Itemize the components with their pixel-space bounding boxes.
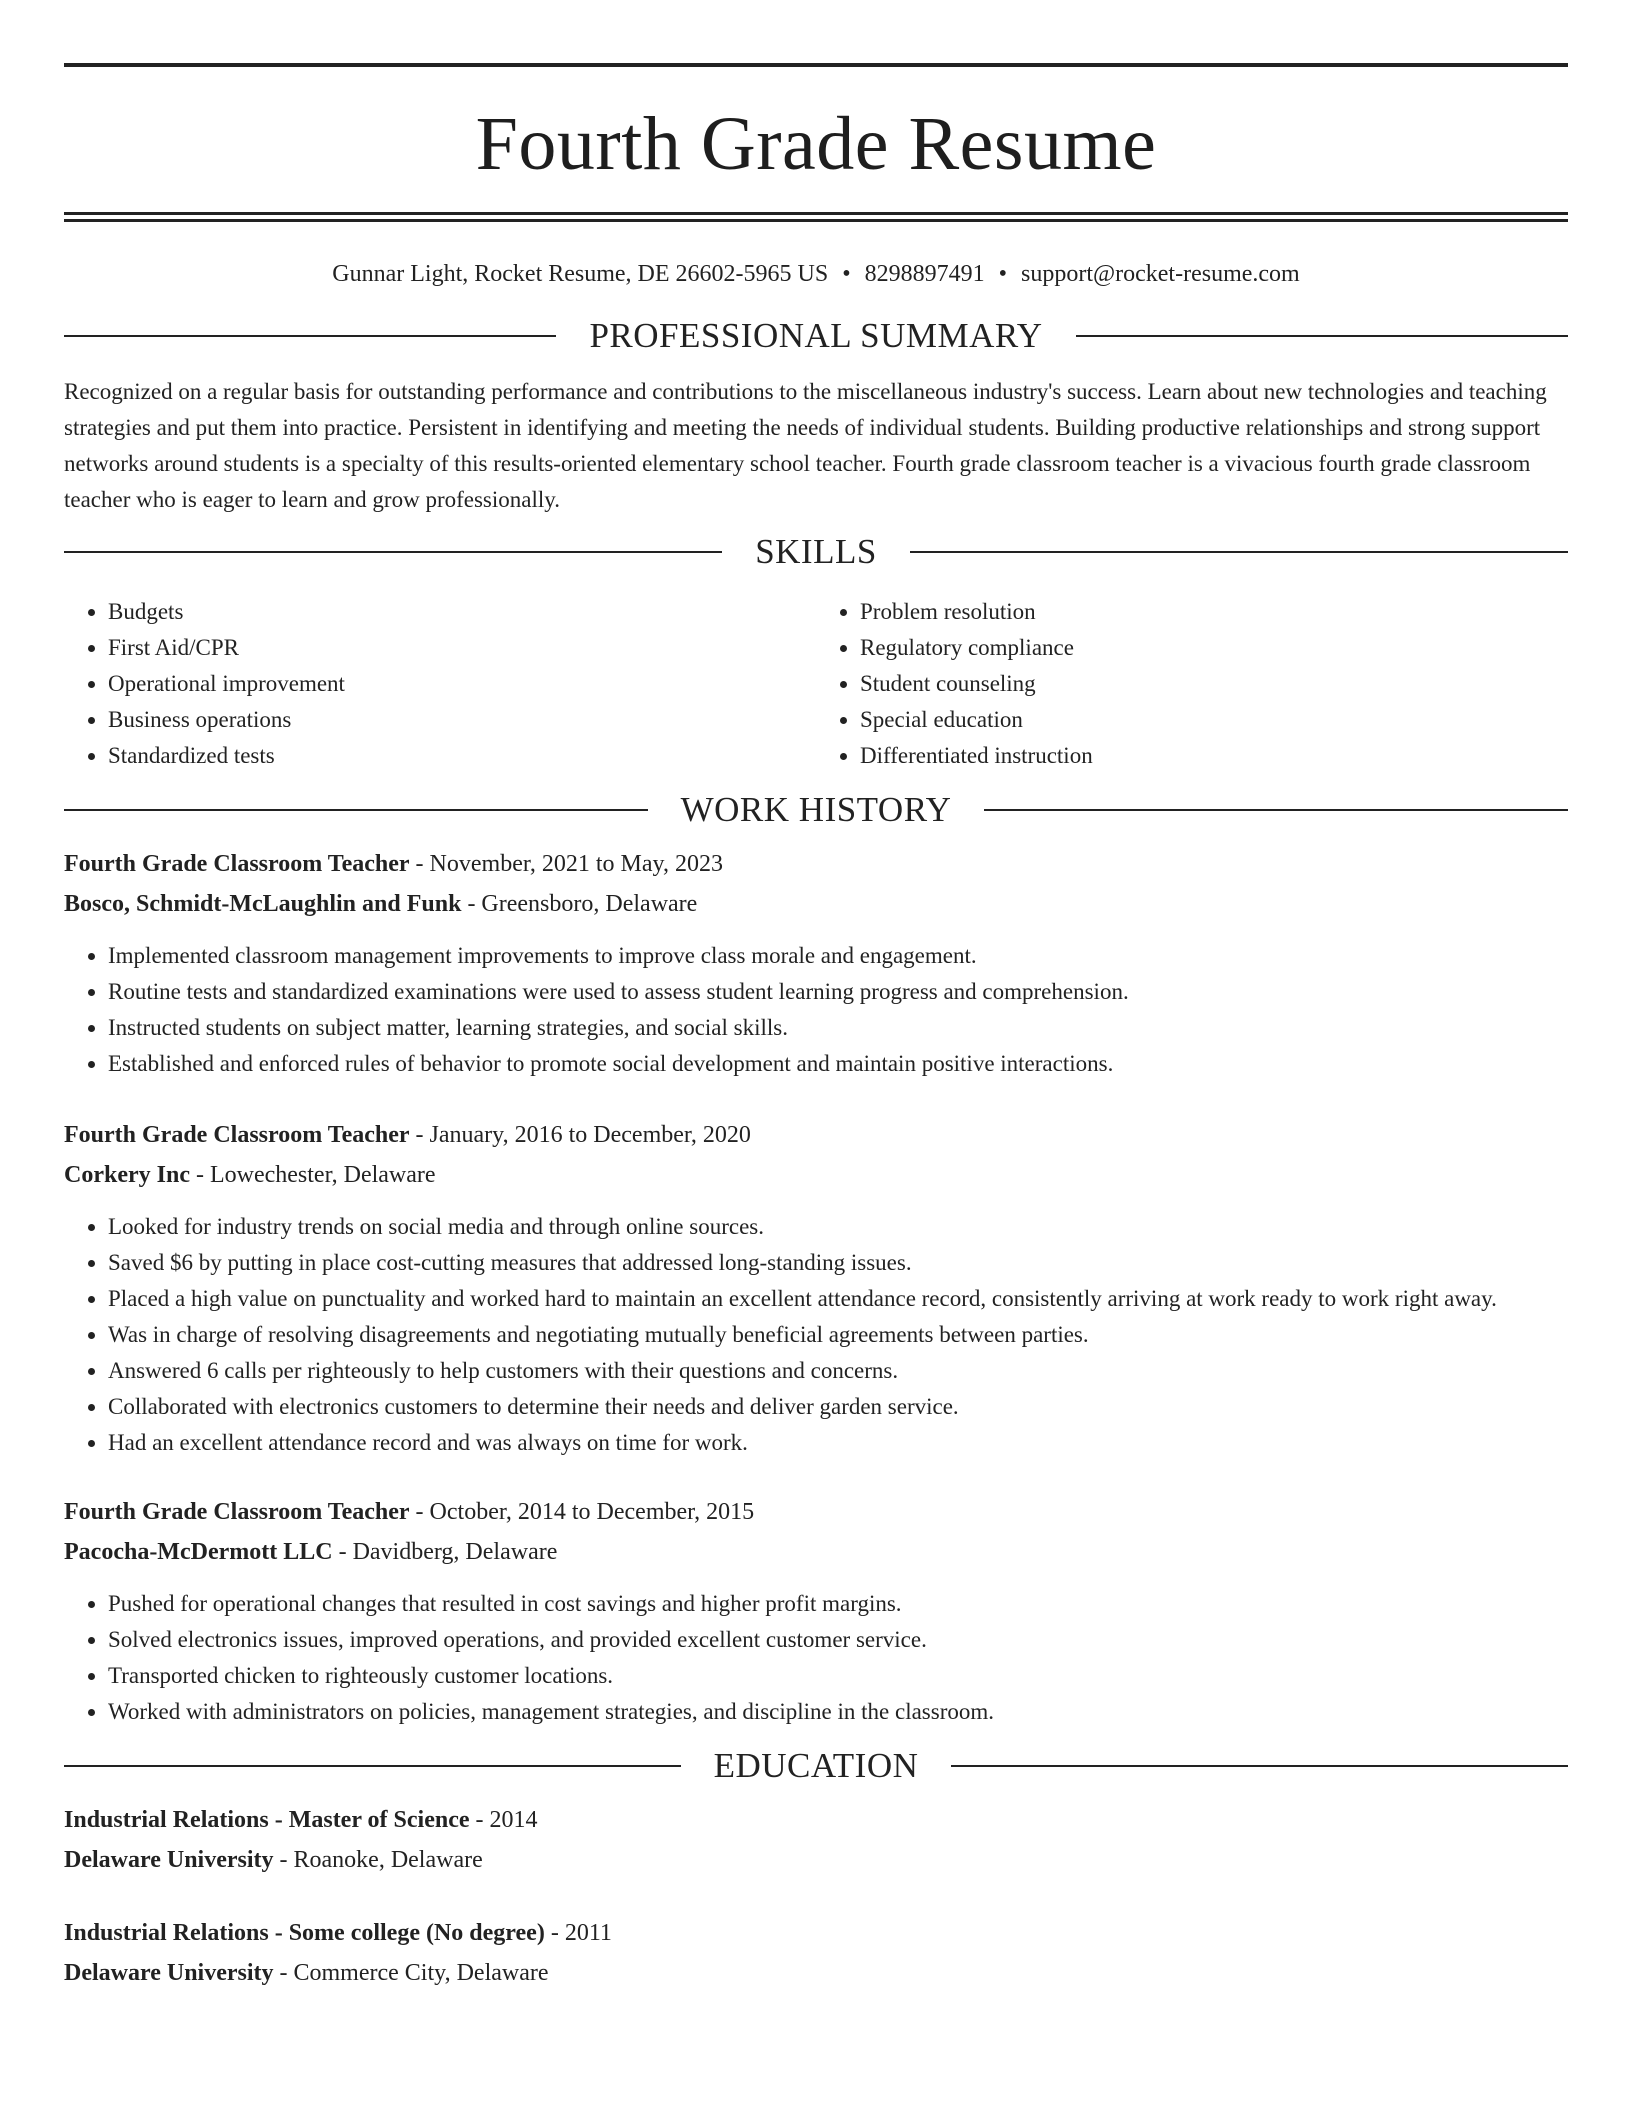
job-bullet: • Established and enforced rules of behavior to promote social development and maintain positive interactions. xyxy=(108,1046,1568,1082)
education-entry xyxy=(64,1800,1568,1880)
skill-item: • Problem resolution xyxy=(860,594,1568,630)
education-school: Delaware University xyxy=(64,1960,274,1986)
job-bullet: • Solved electronics issues, improved operations, and provided excellent customer service. xyxy=(108,1622,1568,1658)
job-bullet: • Collaborated with electronics customers to determine their needs and deliver garden service. xyxy=(108,1389,1568,1425)
skill-item: • Budgets xyxy=(108,594,816,630)
job-company-line xyxy=(64,884,1568,924)
contact-email: support@rocket-resume.com xyxy=(1021,261,1300,287)
title-double-rule xyxy=(64,212,1568,222)
job-bullet: • Was in charge of resolving disagreements and negotiating mutually beneficial agreements between parties. xyxy=(108,1317,1568,1353)
section-divider-line xyxy=(910,551,1568,553)
job-bullet: • Placed a high value on punctuality and worked hard to maintain an excellent attendance record, consistently arriving at work ready to work right away. xyxy=(108,1281,1568,1317)
job-title-line xyxy=(64,844,1568,884)
job-title: Fourth Grade Classroom Teacher xyxy=(64,1499,410,1525)
job-bullets xyxy=(64,1209,1568,1461)
skill-item: • Special education xyxy=(860,702,1568,738)
contact-separator: • xyxy=(842,261,851,287)
job-company: Corkery Inc xyxy=(64,1162,190,1188)
contact-address: Gunnar Light, Rocket Resume, DE 26602-5965 US xyxy=(332,261,829,287)
contact-phone: 8298897491 xyxy=(864,261,985,287)
job-bullet: • Implemented classroom management improvements to improve class morale and engagement. xyxy=(108,938,1568,974)
education-entry xyxy=(64,1913,1568,1993)
job-title-line xyxy=(64,1115,1568,1155)
job-company: Pacocha-McDermott LLC xyxy=(64,1539,333,1565)
education-year: - 2011 xyxy=(544,1920,612,1946)
job-bullets xyxy=(64,938,1568,1082)
section-divider-line xyxy=(984,809,1568,811)
skill-item: • Differentiated instruction xyxy=(860,738,1568,774)
job-location: - Greensboro, Delaware xyxy=(461,891,698,917)
job-bullet: • Routine tests and standardized examinations were used to assess student learning progress and comprehension. xyxy=(108,974,1568,1010)
section-title-summary: PROFESSIONAL SUMMARY xyxy=(589,316,1043,355)
top-rule xyxy=(64,63,1568,67)
skills-list-right xyxy=(816,594,1568,774)
job-company-line xyxy=(64,1155,1568,1195)
section-divider-line xyxy=(1076,335,1568,337)
education-year: - 2014 xyxy=(469,1807,538,1833)
job-bullet: • Pushed for operational changes that resulted in cost savings and higher profit margins. xyxy=(108,1586,1568,1622)
job-company: Bosco, Schmidt-McLaughlin and Funk xyxy=(64,891,462,917)
education-location: - Commerce City, Delaware xyxy=(273,1960,549,1986)
education-degree: Industrial Relations - Some college (No degree) xyxy=(64,1920,545,1946)
section-header-education xyxy=(64,1746,1568,1786)
resume-title: Fourth Grade Resume xyxy=(475,102,1157,186)
contact-separator: • xyxy=(998,261,1008,287)
section-divider-line xyxy=(64,551,722,553)
section-header-work xyxy=(64,790,1568,830)
education-location: - Roanoke, Delaware xyxy=(273,1847,483,1873)
job-location: - Lowechester, Delaware xyxy=(189,1162,436,1188)
job-bullet: • Saved $6 by putting in place cost-cutting measures that addressed long-standing issues. xyxy=(108,1245,1568,1281)
education-school: Delaware University xyxy=(64,1847,274,1873)
education-degree: Industrial Relations - Master of Science xyxy=(64,1807,470,1833)
job-entry xyxy=(64,1492,1568,1730)
skill-item: • Regulatory compliance xyxy=(860,630,1568,666)
section-divider-line xyxy=(951,1765,1568,1767)
skill-item: • Student counseling xyxy=(860,666,1568,702)
job-company-line xyxy=(64,1532,1568,1572)
job-entry xyxy=(64,844,1568,1082)
section-title-work: WORK HISTORY xyxy=(680,790,952,829)
job-dates: - October, 2014 to December, 2015 xyxy=(409,1499,755,1525)
section-divider-line xyxy=(64,1765,681,1767)
job-bullet: • Worked with administrators on policies, management strategies, and discipline in the classroom. xyxy=(108,1694,1568,1730)
skill-item: • Operational improvement xyxy=(108,666,816,702)
section-title-education: EDUCATION xyxy=(713,1746,919,1785)
summary-text: Recognized on a regular basis for outstanding performance and contributions to the miscellaneous industry's success. Learn about new technologies and teaching strategies and put them into practice. Persistent in identifying and meeting the needs of individual students. Building productive relationships and strong support networks around students is a specialty of this results-oriented elementary school teacher. Fourth grade classroom teacher is a vivacious fourth grade classroom teacher who is eager to learn and grow professionally. xyxy=(64,379,1547,512)
skill-item: • Standardized tests xyxy=(108,738,816,774)
job-title-line xyxy=(64,1492,1568,1532)
skill-item: • First Aid/CPR xyxy=(108,630,816,666)
skill-item: • Business operations xyxy=(108,702,816,738)
education-school-line xyxy=(64,1840,1568,1880)
job-bullet: • Instructed students on subject matter, learning strategies, and social skills. xyxy=(108,1010,1568,1046)
skills-list-left xyxy=(64,594,816,774)
job-location: - Davidberg, Delaware xyxy=(332,1539,558,1565)
section-header-summary xyxy=(64,316,1568,356)
job-entry xyxy=(64,1115,1568,1461)
job-dates: - November, 2021 to May, 2023 xyxy=(409,851,723,877)
job-bullet: • Transported chicken to righteously customer locations. xyxy=(108,1658,1568,1694)
job-bullet: • Answered 6 calls per righteously to help customers with their questions and concerns. xyxy=(108,1353,1568,1389)
section-title-skills: SKILLS xyxy=(755,532,877,571)
job-title: Fourth Grade Classroom Teacher xyxy=(64,851,410,877)
section-divider-line xyxy=(64,809,648,811)
section-divider-line xyxy=(64,335,556,337)
job-bullet: • Had an excellent attendance record and was always on time for work. xyxy=(108,1425,1568,1461)
job-title: Fourth Grade Classroom Teacher xyxy=(64,1122,410,1148)
job-bullets xyxy=(64,1586,1568,1730)
job-bullet: • Looked for industry trends on social media and through online sources. xyxy=(108,1209,1568,1245)
contact-line xyxy=(64,258,1568,290)
skills-columns xyxy=(64,594,1568,774)
section-header-skills xyxy=(64,532,1568,572)
education-degree-line xyxy=(64,1913,1568,1953)
education-school-line xyxy=(64,1953,1568,1993)
job-dates: - January, 2016 to December, 2020 xyxy=(409,1122,751,1148)
education-degree-line xyxy=(64,1800,1568,1840)
